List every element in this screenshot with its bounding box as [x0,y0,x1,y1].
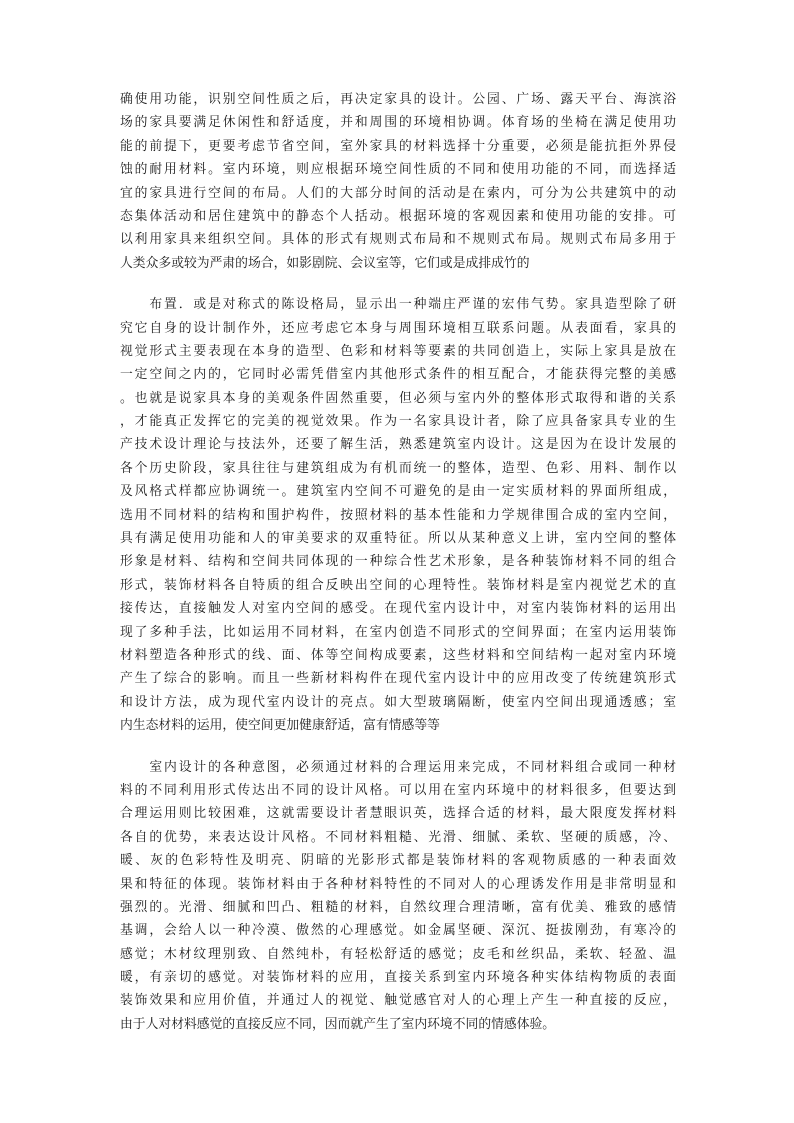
paragraph-3 [120,756,676,1037]
text-line: 强烈的。光滑、细腻和凹凸、粗糙的材料，自然纹理合理清晰，富有优美、雅致的感情 [120,899,676,915]
paragraph-spacer [120,738,676,756]
text-line: 合理运用则比较困难，这就需要设计者慧眼识英，选择合适的材料，最大限度发挥材料 [120,806,676,822]
text-line: 装饰效果和应用价值，并通过人的视觉、触觉感官对人的心理上产生一种直接的反应， [120,993,676,1009]
paragraph-2 [120,293,676,737]
text-line: 态集体活动和居住建筑中的静态个人括动。根据环境的客观因素和使用功能的安排。可 [120,208,676,224]
text-line: 基调，会给人以一种冷漠、傲然的心理感觉。如金属坚硬、深沉、挺拔刚劲，有寒冷的 [120,923,676,939]
document-body [120,88,676,1036]
text-line: 以利用家具来组织空间。具体的形式有规则式布局和不规则式布局。规则式布局多用于 [120,232,676,248]
text-line: 暖、灰的色彩特性及明亮、阴暗的光影形式都是装饰材料的客观物质感的一种表面效 [120,853,676,869]
text-line: 内生态材料的运用，使空间更加健康舒适，富有情感等等 [120,718,440,734]
text-line: 形象是材料、结构和空间共同体现的一种综合性艺术形象，是各种装饰材料不同的组合 [120,554,676,570]
text-line: 产技术设计理论与技法外，还要了解生活，熟悉建筑室内设计。这是因为在设计发展的 [120,437,676,453]
text-line: 及风格式样都应协调统一。建筑室内空间不可避免的是由一定实质材料的界面所组成， [120,484,676,500]
text-line: 材料塑造各种形式的线、面、体等空间构成要素，这些材料和空间结构一起对室内环境 [120,647,676,663]
text-line: 果和特征的体现。装饰材料由于各种材料特性的不同对人的心理诱发作用是非常明显和 [120,876,676,892]
text-line: 接传达，直接触发人对室内空间的感受。在现代室内设计中，对室内装饰材料的运用出 [120,601,676,617]
text-line: 暖，有亲切的感觉。对装饰材料的应用，直接关系到室内环境各种实体结构物质的表面 [120,970,676,986]
text-line: 能的前提下，更要考虑节省空间，室外家具的材料选择十分重要，必须是能抗拒外界侵 [120,138,676,154]
paragraph-spacer [120,275,676,293]
text-line: 场的家具要满足休闲性和舒适度，并和周围的环境相协调。体育场的坐椅在满足使用功 [120,115,676,131]
text-line: 感觉；木材纹理别致、自然纯朴，有轻松舒适的感觉；皮毛和丝织品，柔软、轻盈、温 [120,946,676,962]
text-line: 现了多种手法，比如运用不同材料，在室内创造不同形式的空间界面；在室内运用装饰 [120,624,676,640]
text-line: 室内设计的各种意图，必须通过材料的合理运用来完成，不同材料组合或同一种材 [120,759,676,775]
paragraph-1 [120,88,676,275]
text-line: 选用不同材料的结构和围护构件，按照材料的基本性能和力学规律围合成的室内空间， [120,507,676,523]
text-line: 由于人对材料感觉的直接反应不同，因而就产生了室内环境不同的情感体验。 [120,1016,556,1032]
text-line: ，才能真正发挥它的完美的视觉效果。作为一名家具设计者，除了应具备家具专业的生 [120,414,676,430]
text-line: 一定空间之内的，它同时必需凭借室内其他形式条件的相互配合，才能获得完整的美感 [120,367,676,383]
text-line: 确使用功能，识别空间性质之后，再决定家具的设计。公园、广场、露天平台、海滨浴 [120,92,676,107]
text-line: 。也就是说家具本身的美观条件固然重要，但必须与室内外的整体形式取得和谐的关系 [120,390,676,406]
text-line: 各自的优势，来表达设计风格。不同材料粗糙、光滑、细腻、柔软、坚硬的质感，冷、 [120,829,676,845]
text-line: 蚀的耐用材料。室内环境，则应根据环境空间性质的不同和使用功能的不同，而选择适 [120,162,676,178]
text-line: 宜的家具进行空间的布局。人们的大部分时间的活动是在索内，可分为公共建筑中的动 [120,185,676,201]
text-line: 料的不同利用形式传达出不同的设计风格。可以用在室内环境中的材料很多，但要达到 [120,782,676,798]
text-line: 形式，装饰材料各自特质的组合反映出空间的心理特性。装饰材料是室内视觉艺术的直 [120,577,676,593]
text-line: 各个历史阶段，家具往往与建筑组成为有机而统一的整体，造型、色彩、用料、制作以 [120,460,676,476]
text-line: 具有满足使用功能和人的审美要求的双重特征。所以从某种意义上讲，室内空间的整体 [120,531,676,547]
text-line: 和设计方法，成为现代室内设计的亮点。如大型玻璃隔断，使室内空间出现通透感；室 [120,694,676,710]
text-line: 产生了综合的影响。而且一些新材料构件在现代室内设计中的应用改变了传统建筑形式 [120,671,676,687]
text-line: 究它自身的设计制作外，还应考虑它本身与周围环境相互联系问题。从表面看，家具的 [120,320,676,336]
text-line: 人类众多或较为严肃的场合，如影剧院、会议室等，它们或是成排成竹的 [120,255,530,271]
text-line: 布置．或是对称式的陈设格局，显示出一种端庄严谨的宏伟气势。家具造型除了研 [120,297,676,313]
text-line: 视觉形式主要表现在本身的造型、色彩和材料等要素的共同创造上，实际上家具是放在 [120,343,676,359]
